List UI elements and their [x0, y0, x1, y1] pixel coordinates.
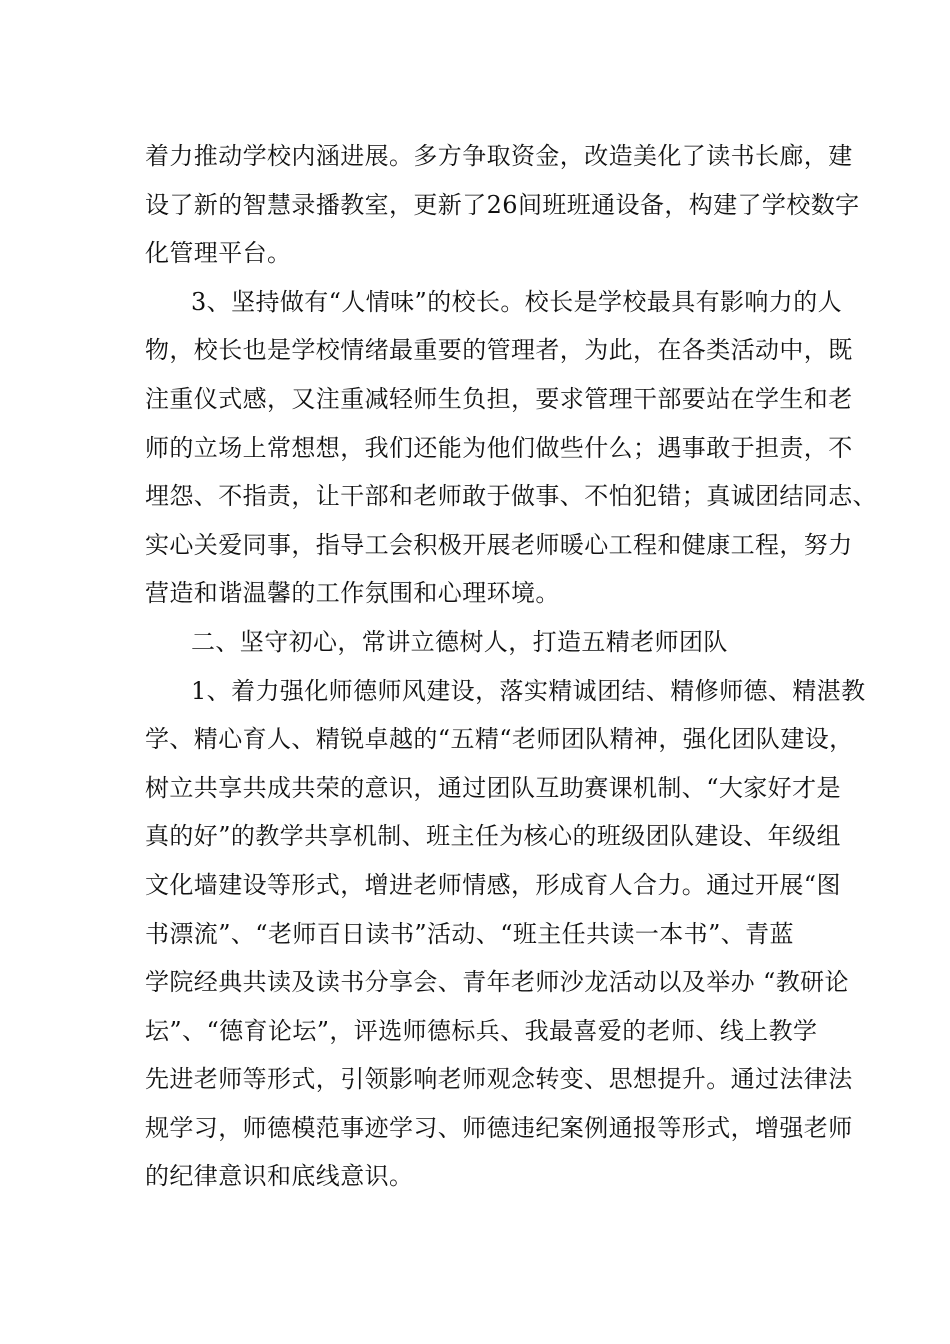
text-line: 二、坚守初心，常讲立德树人，打造五精老师团队: [191, 627, 728, 656]
text-line: 物，校长也是学校情绪最重要的管理者，为此，在各类活动中，既: [145, 336, 853, 365]
text-line: 坛”、“德育论坛”，评选师德标兵、我最喜爱的老师、线上教学: [145, 1016, 818, 1045]
text-line: 注重仪式感，又注重减轻师生负担，要求管理干部要站在学生和老: [145, 384, 853, 413]
text-line: 书漂流”、“老师百日读书”活动、“班主任共读一本书”、青蓝: [145, 919, 794, 948]
text-line: 化管理平台。: [145, 239, 292, 268]
text-line: 的纪律意识和底线意识。: [145, 1162, 414, 1191]
text-line: 先进老师等形式，引领影响老师观念转变、思想提升。通过法律法: [145, 1065, 853, 1094]
text-line: 3、坚持做有“人情味”的校长。校长是学校最具有影响力的人: [191, 287, 843, 316]
text-line: 真的好”的教学共享机制、班主任为核心的班级团队建设、年级组: [145, 822, 841, 851]
text-line: 1、着力强化师德师风建设，落实精诚团结、精修师德、精湛教: [191, 676, 866, 705]
text-line: 树立共享共成共荣的意识，通过团队互助赛课机制、“大家好才是: [145, 773, 841, 802]
document-body: [145, 132, 877, 1201]
text-line: 实心关爱同事，指导工会积极开展老师暖心工程和健康工程，努力: [145, 530, 853, 559]
text-line: 埋怨、不指责，让干部和老师敢于做事、不怕犯错；真诚团结同志、: [145, 482, 877, 511]
text-line: 规学习，师德模范事迹学习、师德违纪案例通报等形式，增强老师: [145, 1113, 853, 1142]
text-line: 营造和谐温馨的工作氛围和心理环境。: [145, 579, 560, 608]
text-line: 学院经典共读及读书分享会、青年老师沙龙活动以及举办 “教研论: [145, 968, 849, 997]
text-line: 着力推动学校内涵进展。多方争取资金，改造美化了读书长廊，建: [145, 142, 853, 170]
text-line: 设了新的智慧录播教室，更新了26间班班通设备，构建了学校数字: [145, 190, 860, 219]
text-line: 学、精心育人、精锐卓越的“五精“老师团队精神，强化团队建设，: [145, 725, 854, 754]
text-line: 文化墙建设等形式，增进老师情感，形成育人合力。通过开展“图: [145, 870, 841, 899]
text-line: 师的立场上常想想，我们还能为他们做些什么；遇事敢于担责，不: [145, 433, 853, 462]
